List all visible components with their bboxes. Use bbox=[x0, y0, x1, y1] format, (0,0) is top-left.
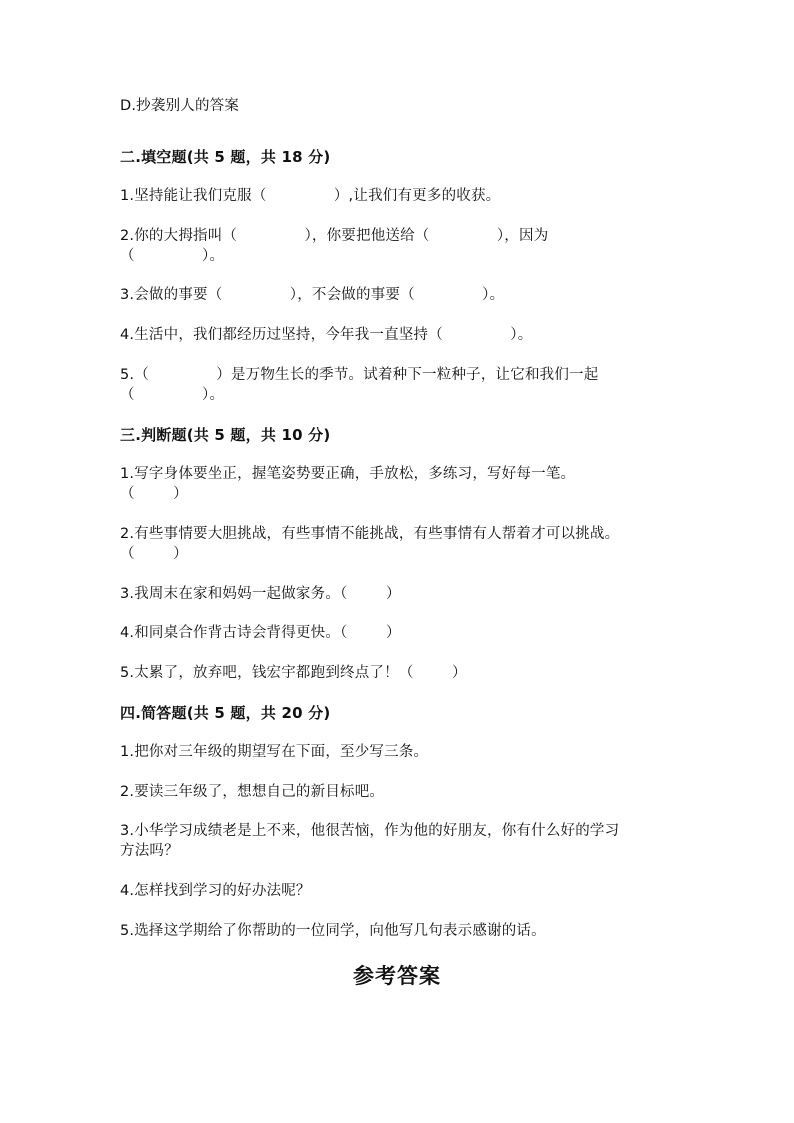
fill-blank-question-4: 4.生活中，我们都经历过坚持，今年我一直坚持（ ）。 bbox=[120, 327, 533, 343]
fill-blank-question-1: 1.坚持能让我们克服（ ）,让我们有更多的收获。 bbox=[120, 188, 501, 204]
judge-question-5: 5.太累了，放弃吧，钱宏宇都跑到终点了！（ ） bbox=[120, 665, 467, 681]
section-heading-fill-blank: 二.填空题(共 5 题，共 18 分) bbox=[120, 148, 331, 166]
short-answer-question-4: 4.怎样找到学习的好办法呢？ bbox=[120, 883, 311, 899]
judge-question-4: 4.和同桌合作背古诗会背得更快。（ ） bbox=[120, 625, 401, 641]
fill-blank-question-2-line-2: （ ）。 bbox=[120, 248, 225, 264]
fill-blank-question-2-line-1: 2.你的大拇指叫（ ），你要把他送给（ ），因为 bbox=[120, 228, 549, 244]
judge-question-1-line-1: 1.写字身体要坐正，握笔姿势要正确，手放松，多练习，写好每一笔。 bbox=[120, 466, 576, 482]
judge-question-2-line-2: （ ） bbox=[120, 546, 188, 562]
short-answer-question-3-line-2: 方法吗？ bbox=[120, 843, 179, 859]
answer-key-title: 参考答案 bbox=[353, 963, 441, 988]
section-heading-short-answer: 四.简答题(共 5 题，共 20 分) bbox=[120, 704, 331, 722]
short-answer-question-3-line-1: 3.小华学习成绩老是上不来，他很苦恼，作为他的好朋友，你有什么好的学习 bbox=[120, 823, 620, 839]
previous-question-option-d: D.抄袭别人的答案 bbox=[120, 98, 240, 114]
judge-question-2-line-1: 2.有些事情要大胆挑战，有些事情不能挑战，有些事情有人帮着才可以挑战。 bbox=[120, 526, 620, 542]
short-answer-question-5: 5.选择这学期给了你帮助的一位同学，向他写几句表示感谢的话。 bbox=[120, 923, 546, 939]
section-heading-judge: 三.判断题(共 5 题，共 10 分) bbox=[120, 426, 331, 444]
fill-blank-question-5-line-2: （ ）。 bbox=[120, 387, 225, 403]
fill-blank-question-5-line-1: 5.（ ）是万物生长的季节。试着种下一粒种子，让它和我们一起 bbox=[120, 367, 599, 383]
judge-question-3: 3.我周末在家和妈妈一起做家务。（ ） bbox=[120, 586, 401, 602]
short-answer-question-2: 2.要读三年级了，想想自己的新目标吧。 bbox=[120, 784, 385, 800]
judge-question-1-line-2: （ ） bbox=[120, 486, 188, 502]
fill-blank-question-3: 3.会做的事要（ ），不会做的事要（ ）。 bbox=[120, 287, 505, 303]
short-answer-question-1: 1.把你对三年级的期望写在下面，至少写三条。 bbox=[120, 744, 429, 760]
